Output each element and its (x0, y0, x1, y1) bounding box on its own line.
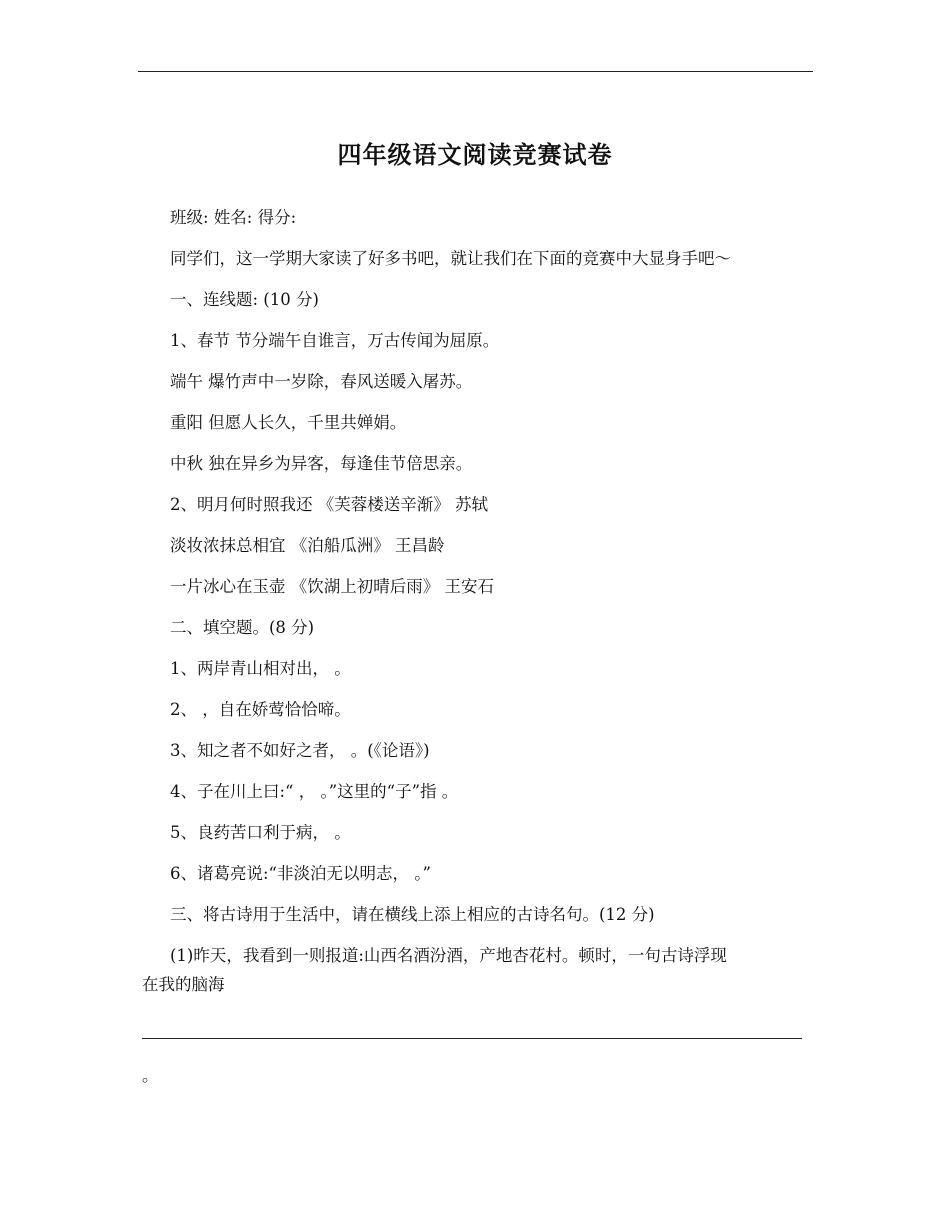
question-line: 6、诸葛亮说:“非淡泊无以明志， 。” (170, 864, 431, 883)
question-line: 2、 ，自在娇莺恰恰啼。 (170, 700, 351, 719)
question-line: 端午 爆竹声中一岁除，春风送暖入屠苏。 (170, 372, 473, 391)
question-line: 重阳 但愿人长久，千里共婵娟。 (170, 413, 407, 432)
question-line: 中秋 独在异乡为异客，每逢佳节倍思亲。 (170, 454, 473, 473)
answer-blank-line[interactable] (142, 1038, 802, 1039)
question-line: 1、两岸青山相对出， 。 (170, 659, 351, 678)
question-continuation: 在我的脑海 (142, 975, 225, 994)
question-line: 1、春节 节分端午自谁言，万古传闻为屈原。 (170, 331, 500, 350)
question-line: 5、良药苦口利于病， 。 (170, 823, 351, 842)
page-title: 四年级语文阅读竞赛试卷 (337, 140, 613, 169)
section-heading-2: 二、填空题。(8 分) (170, 618, 315, 637)
section-heading-3: 三、将古诗用于生活中，请在横线上添上相应的古诗名句。(12 分) (170, 905, 655, 924)
section-heading-1: 一、连线题: (10 分) (170, 290, 319, 309)
header-rule (138, 71, 813, 72)
question-line: (1)昨天，我看到一则报道:山西名酒汾酒，产地杏花村。顿时，一句古诗浮现 (170, 946, 727, 965)
question-line: 一片冰心在玉壶 《饮湖上初晴后雨》 王安石 (170, 577, 494, 596)
student-info-line: 班级: 姓名: 得分: (170, 208, 297, 227)
question-line: 淡妆浓抹总相宜 《泊船瓜洲》 王昌龄 (170, 536, 445, 555)
document-body (170, 204, 810, 983)
question-line: 2、明月何时照我还 《芙蓉楼送辛渐》 苏轼 (170, 495, 488, 514)
end-punctuation: 。 (142, 1066, 159, 1085)
question-line: 3、知之者不如好之者， 。(《论语》) (170, 741, 430, 760)
intro-paragraph: 同学们，这一学期大家读了好多书吧，就让我们在下面的竞赛中大显身手吧～ (170, 249, 731, 268)
question-line: 4、子在川上曰:“ ， 。”这里的“子”指 。 (170, 782, 459, 801)
